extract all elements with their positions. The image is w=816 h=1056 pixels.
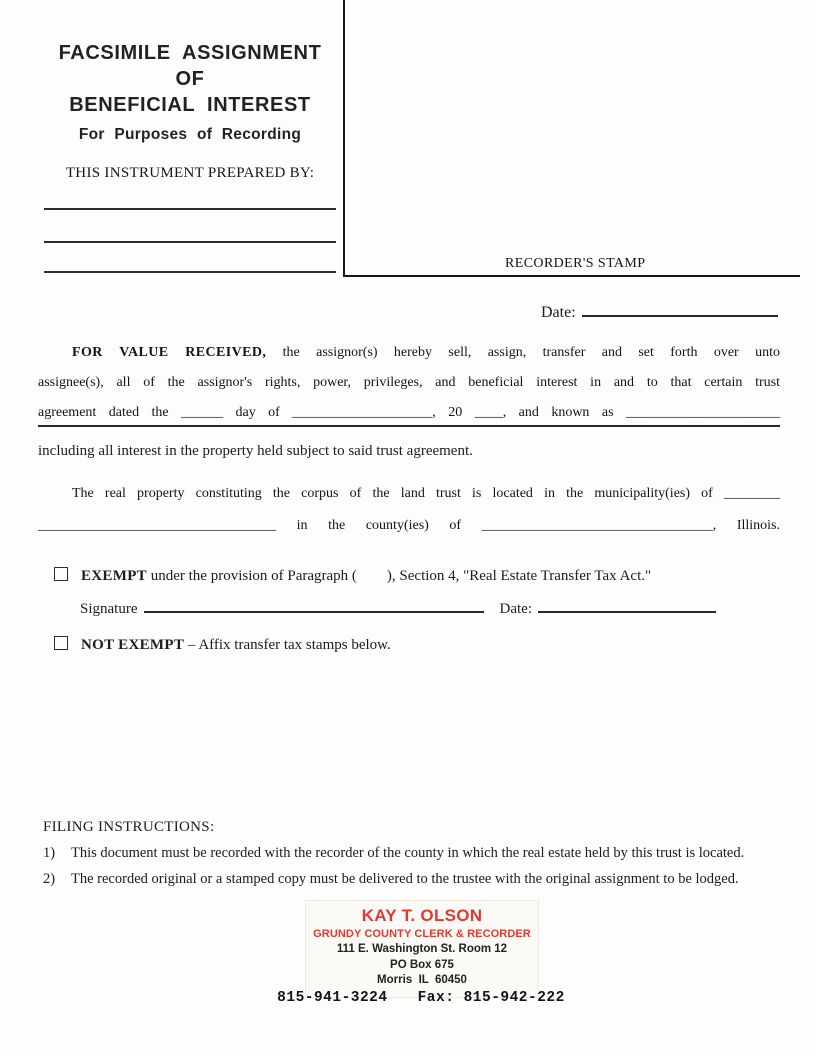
stamp-box-vertical-rule <box>343 0 345 277</box>
date-row <box>541 300 778 322</box>
not-exempt-row <box>54 635 780 656</box>
signature-date-label: Date: <box>499 601 532 617</box>
filing-instruction-item <box>43 843 780 863</box>
recorders-stamp-label: RECORDER'S STAMP <box>505 256 646 271</box>
fax-number: Fax: 815-942-222 <box>417 990 565 1006</box>
real-property-line-1-text: The real property constituting the corpus of the land trust is located in the municipality(ies) of ________ <box>72 486 780 501</box>
clerk-name: KAY T. OLSON <box>361 906 483 925</box>
date-label: Date: <box>541 304 576 321</box>
for-value-received-line-2: assignee(s), all of the assignor's rights, power, privileges, and beneficial interest in and to that certain trust <box>38 375 780 390</box>
exempt-row <box>54 566 780 587</box>
including-interest-line: including all interest in the property held subject to said trust agreement. <box>38 443 473 459</box>
county-clerk-stamp <box>305 900 539 998</box>
page-subtitle: For Purposes of Recording <box>78 126 302 143</box>
filing-item-number: 2) <box>43 871 56 887</box>
for-value-received-lead: FOR VALUE RECEIVED, <box>72 345 267 360</box>
prepared-by-blank-line-2[interactable] <box>44 241 336 243</box>
page-title-line-1: FACSIMILE ASSIGNMENT <box>58 42 322 64</box>
signature-blank-line[interactable] <box>144 596 484 613</box>
clerk-office: GRUNDY COUNTY CLERK & RECORDER <box>313 928 531 940</box>
filing-instruction-item <box>43 869 780 889</box>
signature-date-blank-line[interactable] <box>538 596 716 613</box>
filing-item-text: The recorded original or a stamped copy must be delivered to the trustee with the original assignment to be lodged. <box>71 871 739 887</box>
form-body <box>38 338 780 889</box>
date-blank-line[interactable] <box>582 300 778 317</box>
not-exempt-label: NOT EXEMPT <box>81 637 185 653</box>
phone-fax-row <box>0 990 816 1006</box>
real-property-paragraph <box>38 478 780 542</box>
real-property-line-1 <box>38 478 780 510</box>
not-exempt-checkbox[interactable] <box>54 636 68 650</box>
for-value-received-line-1 <box>38 338 780 368</box>
for-value-received-line-3: agreement dated the ______ day of ____________________, 20 ____, and known as ______________________ <box>38 405 780 420</box>
clerk-address-line-3: Morris IL 60450 <box>377 974 467 986</box>
prepared-by-blank-line-1[interactable] <box>44 208 336 210</box>
exempt-checkbox[interactable] <box>54 567 68 581</box>
filing-item-text: This document must be recorded with the recorder of the county in which the real estate held by this trust is located. <box>71 845 745 861</box>
title-block <box>40 40 340 273</box>
clerk-address-line-2: PO Box 675 <box>390 958 454 971</box>
for-value-received-line-1-rest: the assignor(s) hereby sell, assign, transfer and set forth over unto <box>266 345 780 360</box>
signature-label: Signature <box>80 601 138 617</box>
filing-item-number: 1) <box>43 845 56 861</box>
exempt-text: under the provision of Paragraph ( ), Section 4, "Real Estate Transfer Tax Act." <box>146 568 652 584</box>
stamp-box-horizontal-rule <box>343 275 800 277</box>
page-title-line-3: BENEFICIAL INTEREST <box>69 94 311 116</box>
prepared-by-blank-line-3[interactable] <box>44 271 336 273</box>
not-exempt-text: – Affix transfer tax stamps below. <box>184 637 391 653</box>
signature-row <box>80 596 780 620</box>
page-title-line-2: OF <box>175 68 205 90</box>
prepared-by-label: THIS INSTRUMENT PREPARED BY: <box>65 165 315 181</box>
phone-number: 815-941-3224 <box>277 990 388 1006</box>
real-property-line-2: __________________________________ in the county(ies) of _________________________________, Illinois. <box>38 518 780 533</box>
exempt-label: EXEMPT <box>81 568 147 584</box>
filing-instructions-heading: FILING INSTRUCTIONS: <box>43 819 215 835</box>
clerk-address-line-1: 111 E. Washington St. Room 12 <box>336 943 508 955</box>
